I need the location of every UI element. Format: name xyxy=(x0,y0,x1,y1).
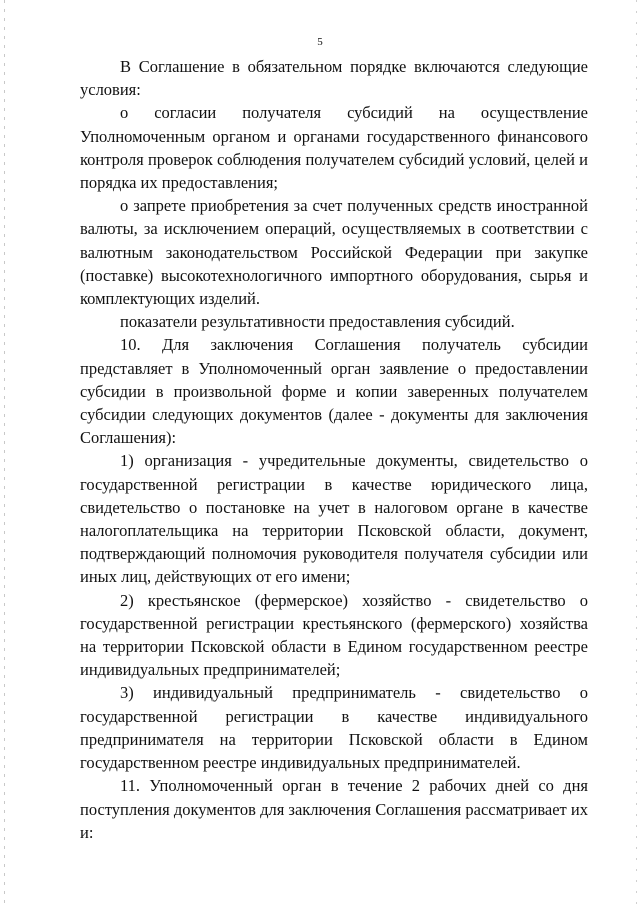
paragraph-clause-10: 10. Для заключения Соглашения получатель субсидии представляет в Уполномоченный орган заявление о предоставлении субсидии в произвольной форме и копии заверенных получателем субсидии следующих документов (далее - документы для заключения Соглашения): xyxy=(80,335,588,448)
document-body xyxy=(80,55,588,844)
paragraph-item-2-farm: 2) крестьянское (фермерское) хозяйство - свидетельство о государственной регистрации крестьянского (фермерского) хозяйства на территории Псковской области в Едином государственном реестре индивидуальных предпринимателей; xyxy=(80,590,588,680)
scan-edge-left xyxy=(4,0,5,905)
paragraph-currency-prohibition: о запрете приобретения за счет полученных средств иностранной валюты, за исключением операций, осуществляемых в соответствии с валютным законодательством Российской Федерации при закупке (поставке) высокотехнологичного импортного оборудования, сырья и комплектующих изделий. xyxy=(80,196,588,309)
paragraph-performance-indicators: показатели результативности предоставления субсидий. xyxy=(120,312,515,332)
paragraph-conditions-intro: В Соглашение в обязательном порядке включаются следующие условия: xyxy=(80,57,588,100)
scan-edge-right xyxy=(636,0,637,905)
page-number: 5 xyxy=(317,36,323,48)
paragraph-clause-11: 11. Уполномоченный орган в течение 2 рабочих дней со дня поступления документов для заключения Соглашения рассматривает их и: xyxy=(80,776,588,842)
paragraph-item-1-organization: 1) организация - учредительные документы, свидетельство о государственной регистрации в качестве юридического лица, свидетельство о постановке на учет в налоговом органе в качестве налогоплательщика на территории Псковской области, документ, подтверждающий полномочия руководителя получателя субсидии или иных лиц, действующих от его имени; xyxy=(80,451,588,587)
paragraph-item-3-entrepreneur: 3) индивидуальный предприниматель - свидетельство о государственной регистрации в качестве индивидуального предпринимателя на территории Псковской области в Едином государственном реестре индивидуальных предпринимателей. xyxy=(80,683,588,773)
paragraph-consent-condition: о согласии получателя субсидий на осуществление Уполномоченным органом и органами государственного финансового контроля проверок соблюдения получателем субсидий условий, целей и порядка их предоставления; xyxy=(80,103,588,193)
